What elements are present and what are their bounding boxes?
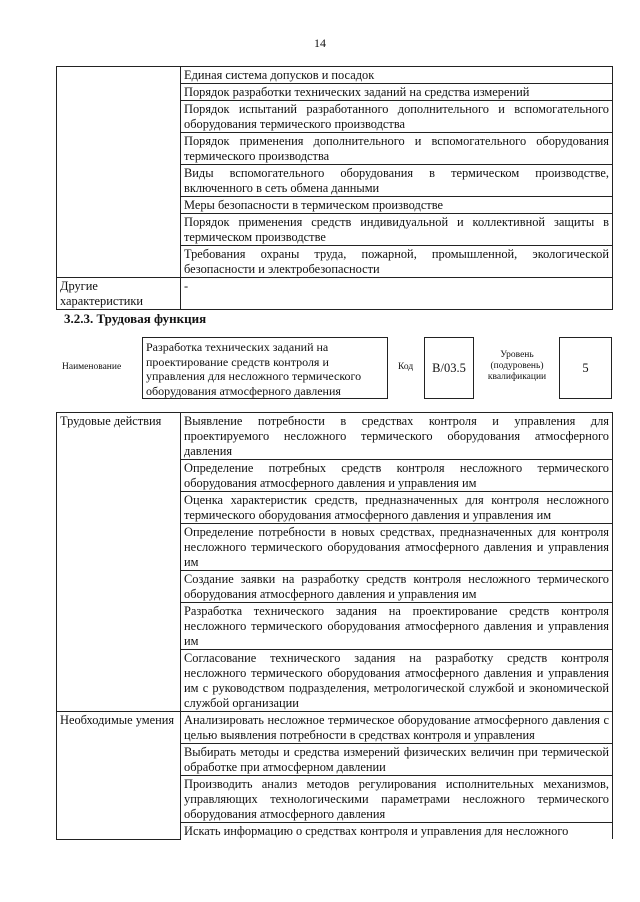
table-cell: Единая система допусков и посадок — [181, 67, 613, 84]
function-level-box: 5 — [559, 337, 612, 399]
table-cell: Порядок применения дополнительного и вспомогательного оборудования термического производства — [181, 133, 613, 165]
table-cell: Согласование технического задания на разработку средств контроля несложного термического оборудования атмосферного давления и управления им с руководством подразделения, метрологической службой и экономической службой организации — [181, 650, 613, 712]
other-characteristics-label: Другие характеристики — [57, 278, 181, 310]
table-cell: Порядок применения средств индивидуальной и коллективной защиты в термическом производстве — [181, 214, 613, 246]
table-row — [57, 712, 613, 744]
table-cell: Порядок испытаний разработанного дополнительного и вспомогательного оборудования термического производства — [181, 101, 613, 133]
skills-label: Необходимые умения — [57, 712, 181, 840]
table-cell: Меры безопасности в термическом производстве — [181, 197, 613, 214]
table-cell: - — [181, 278, 613, 310]
table-cell: Порядок разработки технических заданий на средства измерений — [181, 84, 613, 101]
table-row — [57, 413, 613, 460]
table-cell: Определение потребности в новых средствах, предназначенных для контроля несложного термического оборудования атмосферного давления и управления им — [181, 524, 613, 571]
table-cell: Виды вспомогательного оборудования в термическом производстве, включенного в сеть обмена данными — [181, 165, 613, 197]
table-cell: Выявление потребности в средствах контроля и управления для проектируемого несложного термического оборудования атмосферного давления — [181, 413, 613, 460]
actions-label: Трудовые действия — [57, 413, 181, 712]
section-heading: 3.2.3. Трудовая функция — [64, 311, 207, 326]
table-cell: Оценка характеристик средств, предназначенных для контроля несложного термического оборудования атмосферного давления и управления им — [181, 492, 613, 524]
function-name-box: Разработка технических заданий на проектирование средств контроля и управления для несложного термического оборудования атмосферного давления — [142, 337, 388, 399]
name-label: Наименование — [62, 362, 122, 372]
row-label-cell — [57, 67, 181, 278]
table-cell: Выбирать методы и средства измерений физических величин при термической обработке при атмосферном давлении — [181, 744, 613, 776]
page-number: 14 — [314, 36, 326, 50]
table-cell: Определение потребных средств контроля несложного термического оборудования атмосферного давления и управления им — [181, 460, 613, 492]
table-row — [57, 67, 613, 84]
code-label: Код — [398, 362, 414, 372]
table-row — [57, 278, 613, 310]
table-cell: Искать информацию о средствах контроля и управления для несложного — [181, 823, 613, 840]
level-label: Уровень (подуровень) квалификации — [487, 350, 547, 382]
function-table — [56, 412, 613, 840]
function-header — [62, 337, 614, 399]
knowledge-table — [56, 66, 613, 310]
table-cell: Анализировать несложное термическое оборудование атмосферного давления с целью выявления потребности в средствах контроля и управления — [181, 712, 613, 744]
table-cell: Разработка технического задания на проектирование средств контроля несложного термического оборудования атмосферного давления и управления им — [181, 603, 613, 650]
table-cell: Создание заявки на разработку средств контроля несложного термического оборудования атмосферного давления и управления им — [181, 571, 613, 603]
table-cell: Требования охраны труда, пожарной, промышленной, экологической безопасности и электробезопасности — [181, 246, 613, 278]
function-code-box: B/03.5 — [424, 337, 474, 399]
table-cell: Производить анализ методов регулирования исполнительных механизмов, управляющих технологическими параметрами несложного термического оборудования атмосферного давления — [181, 776, 613, 823]
